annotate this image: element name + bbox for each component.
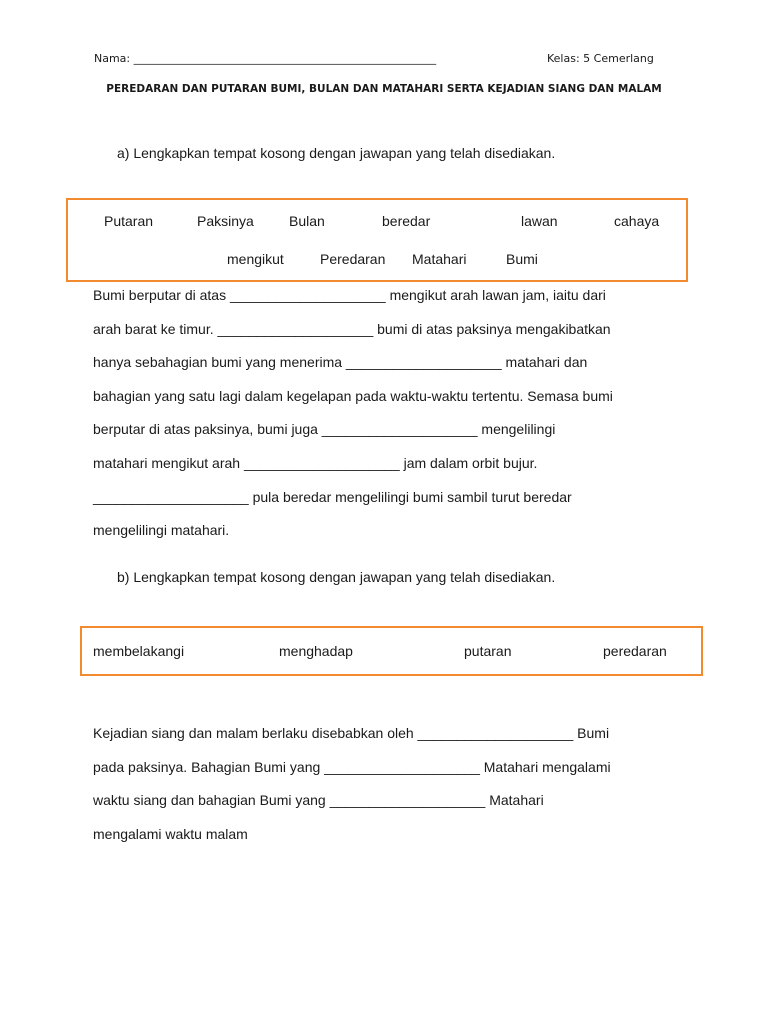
word-bank-item: Putaran [104,213,154,229]
word-bank-item: Bumi [506,251,538,267]
word-bank-item: lawan [521,213,558,229]
word-bank-item: beredar [382,213,431,229]
word-bank-item: peredaran [603,643,667,659]
paragraph-line: mengalami waktu malam [93,825,248,842]
paragraph-line: pada paksinya. Bahagian Bumi yang ____________________ Matahari mengalami [93,758,611,775]
paragraph-line: Bumi berputar di atas ____________________ mengikut arah lawan jam, iaitu dari [93,287,606,303]
word-bank-item: Paksinya [197,213,254,229]
section-b-instruction: b) Lengkapkan tempat kosong dengan jawapan yang telah disediakan. [117,569,556,585]
paragraph-line: waktu siang dan bahagian Bumi yang ____________________ Matahari [93,792,544,809]
paragraph-line: mengelilingi matahari. [93,522,230,539]
word-bank-item: cahaya [614,213,660,229]
name-line: Nama: _______________________________________________________ [94,52,437,65]
word-bank-a [66,198,688,282]
word-bank-item: menghadap [279,643,353,659]
section-a-paragraph [93,279,613,548]
paragraph-line: bahagian yang satu lagi dalam kegelapan pada waktu-waktu tertentu. Semasa bumi [93,387,613,404]
paragraph-line: hanya sebahagian bumi yang menerima ____________________ matahari dan [93,354,588,371]
word-bank-item: mengikut [227,251,284,267]
word-bank-item: Peredaran [320,251,386,267]
word-bank-item: membelakangi [93,643,185,659]
paragraph-line: berputar di atas paksinya, bumi juga ____________________ mengelilingi [93,421,556,438]
worksheet-title: PEREDARAN DAN PUTARAN BUMI, BULAN DAN MATAHARI SERTA KEJADIAN SIANG DAN MALAM [106,83,662,95]
class-label: Kelas: 5 Cemerlang [547,52,654,65]
paragraph-line: Kejadian siang dan malam berlaku disebabkan oleh ____________________ Bumi [93,725,610,741]
word-bank-item: Matahari [412,251,467,267]
word-bank-item: Bulan [289,213,325,229]
paragraph-line: ____________________ pula beredar mengelilingi bumi sambil turut beredar [93,488,572,505]
section-b-paragraph [93,717,611,851]
word-bank-item: putaran [464,643,512,659]
paragraph-line: arah barat ke timur. ____________________ bumi di atas paksinya mengakibatkan [93,320,611,337]
section-a-instruction: a) Lengkapkan tempat kosong dengan jawapan yang telah disediakan. [117,145,556,161]
paragraph-line: matahari mengikut arah ____________________ jam dalam orbit bujur. [93,454,538,471]
word-bank-b [80,626,703,676]
